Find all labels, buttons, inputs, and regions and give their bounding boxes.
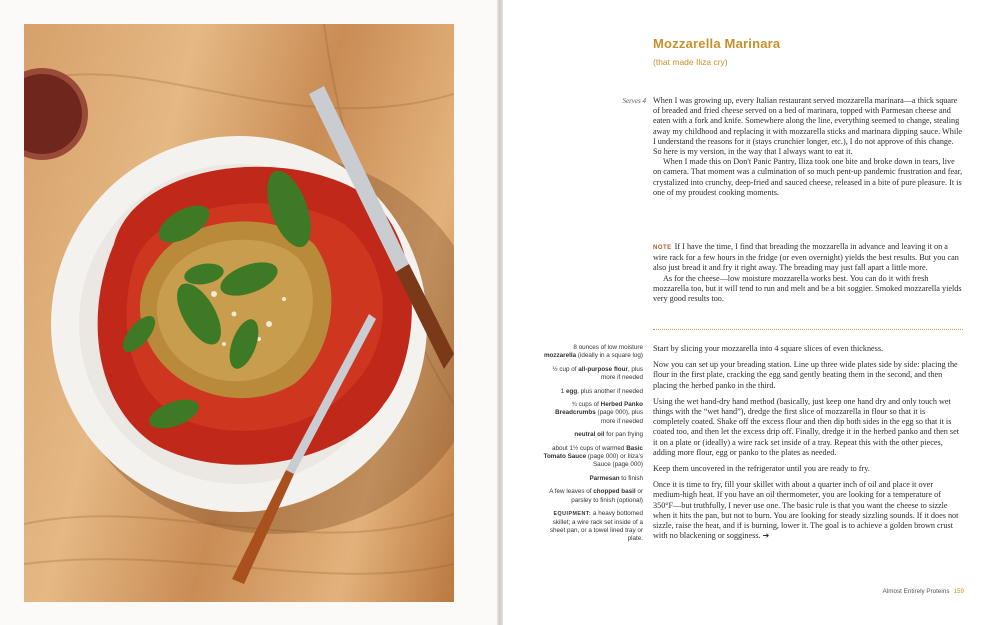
recipe-subtitle: (that made Iliza cry) [653, 57, 728, 67]
dotted-divider [653, 329, 963, 330]
ingredient-item: ½ cup of all-purpose flour, plus more if needed [552, 365, 643, 382]
recipe-photo [24, 24, 454, 602]
ingredient-item: neutral oil for pan frying [574, 431, 643, 439]
ingredient-item: 8 ounces of low moisture mozzarella (ideally in a square log) [543, 344, 643, 360]
note-text: If I have the time, I find that breading the mozzarella in advance and leaving it on a wire rack for a few hours in the fridge (or even overnight) yields the best results. But you can also just bread it and fry it right away. The breading may just fall apart a little more. [653, 242, 959, 273]
intro-paragraph: When I made this on Don't Panic Pantry, Iliza took one bite and broke down in tears, live on camera. That moment was a culmination of so much pent-up pandemic frustration and fear, crystalized into crunchy, deep-fried and sauced cheese, released in a bite of pure pleasure. It is one of my proudest cooking moments. [653, 157, 963, 197]
page-number: 159 [953, 588, 964, 595]
footer-section: Almost Entirely Proteins [882, 588, 950, 595]
method-step: Now you can set up your breading station. Line up three wide plates side by side: placing the flour in the first plate, cracking the egg sand gently beating them in the second, and then placing the herbed panko in the third. [653, 360, 958, 390]
equipment-label: EQUIPMENT: [553, 511, 592, 518]
equipment-item [543, 510, 643, 544]
mozzarella-marinara-photo [24, 24, 454, 602]
left-page [0, 0, 498, 625]
page-footer [883, 588, 964, 595]
method-steps [653, 344, 963, 547]
method-step: Keep them uncovered in the refrigerator until you are ready to fry. [653, 464, 870, 474]
note-paragraph: As for the cheese—low moisture mozzarella works best. You can do it with fresh mozzarella too, but it will tend to run and melt and be a bit soggier. Smoked mozzarella yields very good results too. [653, 273, 962, 304]
intro-paragraph: When I was growing up, every Italian restaurant served mozzarella marinara—a thick square of breaded and fried cheese served on a bed of marinara, topped with Parmesan cheese and eaten with a fork and knife. Somewhere along the line, everything seemed to change, stealing away my childhood and replacing it with mozzarella sticks and marinara dipping sauce. While I understand the reasons for it (stays crunchier longer, etc.), I do not approve of this change. So here is my version, in the way that I always want to eat it. [653, 96, 963, 157]
intro-text [653, 96, 963, 198]
ingredient-item: about 1½ cups of warmed Basic Tomato Sauce (page 000) or Iliza's Sauce (page 000) [543, 444, 643, 469]
recipe-title: Mozzarella Marinara [653, 36, 781, 51]
right-page [503, 0, 1000, 625]
method-step: Using the wet hand-dry hand method (basically, just keep one hand dry and only touch wet things with the “wet hand”), dredge the first slice of mozzarella in flour so that it is completely coated. Shake off the excess flour and then dip both sides in the egg so that it is coated too, and then let the excess drip off. Finally, dredge it in the herbed panko and then set it on a plate or (ideally) a wire rack set inside of a tray. Repeat this with the other pieces, adding more flour, egg or panko to the plates as needed. [653, 396, 960, 457]
ingredient-item: Parmesan to finish [589, 474, 643, 482]
ingredient-item: ¾ cups of Herbed Panko Breadcrumbs (page 000), plus more if needed [555, 401, 643, 425]
note-block [653, 242, 963, 304]
ingredient-item: A few leaves of chopped basil or parsley to finish (optional) [549, 488, 643, 504]
serves-label: Serves 4 [622, 97, 646, 105]
equipment-text: a heavy bottomed skillet; a wire rack set inside of a sheet pan, or a towel lined tray or plate. [549, 510, 643, 543]
method-step: Once it is time to fry, fill your skillet with about a quarter inch of oil and place it over medium-high heat. If you have an oil thermometer, you are looking for a temperature of 350°F—but truthfully, I never use one. The basic rule is that you want the cheese to sizzle when it hits the pan, but not to burn. You are looking for steady sizzling sounds. If it does not sizzle, raise the heat, and if is burning, lower it. The goal is to achieve a golden brown crust with no blackening or sogginess. ➔ [653, 480, 959, 541]
note-paragraph [653, 242, 963, 274]
ingredient-list [543, 344, 643, 549]
note-label: NOTE [653, 245, 672, 251]
method-step: Start by slicing your mozzarella into 4 square slices of even thickness. [653, 344, 884, 353]
ingredient-item: 1 egg, plus another if needed [560, 387, 643, 395]
